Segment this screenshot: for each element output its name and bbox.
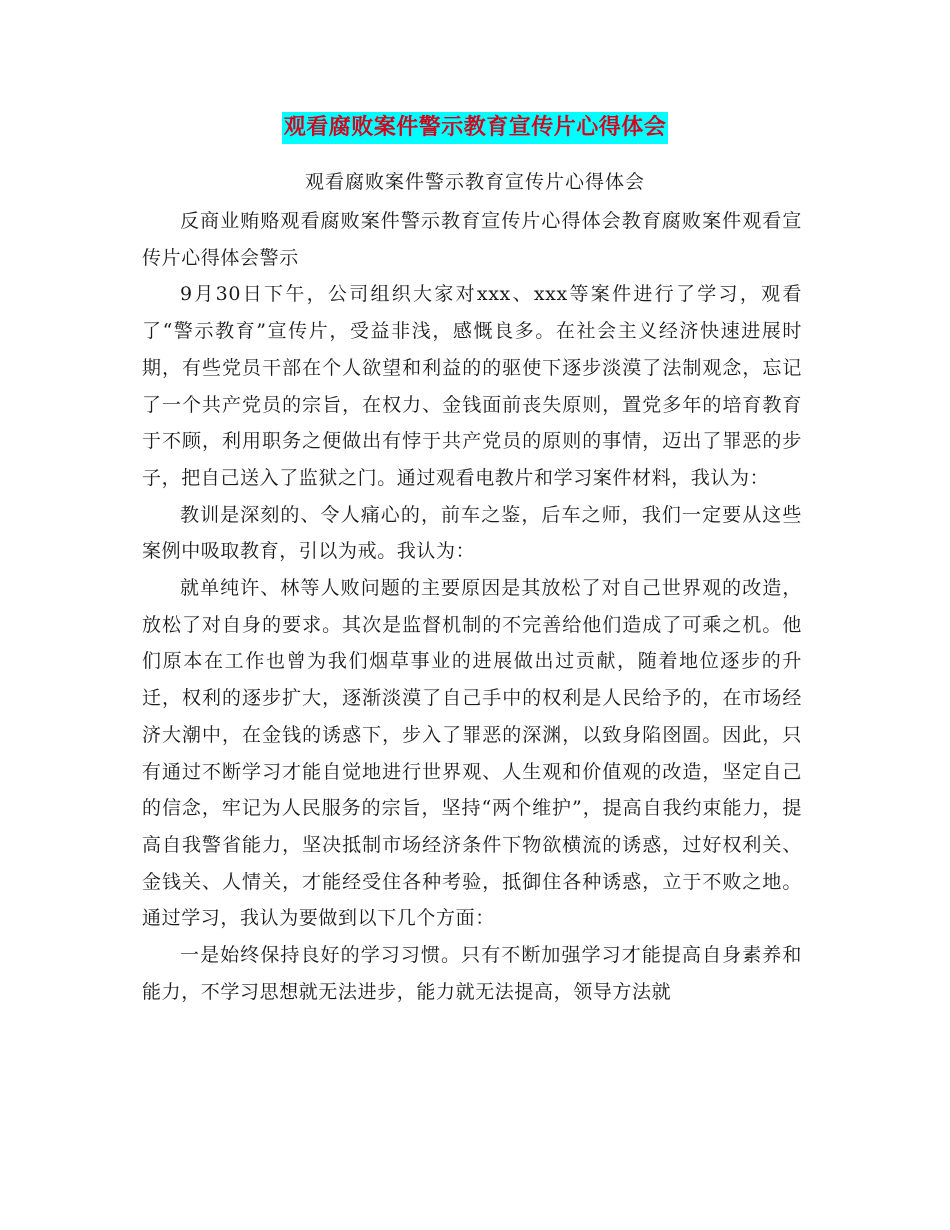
document-body <box>142 203 802 1010</box>
paragraph: 反商业贿赂观看腐败案件警示教育宣传片心得体会教育腐败案件观看宣传片心得体会警示 <box>142 210 802 269</box>
paragraph: 教训是深刻的、令人痛心的，前车之鉴，后车之师，我们一定要从这些案例中吸取教育，引以为戒。我认为： <box>142 503 802 563</box>
document-subtitle: 观看腐败案件警示教育宣传片心得体会 <box>304 171 645 193</box>
paragraph: 就单纯许、林等人败问题的主要原因是其放松了对自己世界观的改造，放松了对自身的要求。其次是监督机制的不完善给他们造成了可乘之机。他们原本在工作也曾为我们烟草事业的进展做出过贡献，随着地位逐步的升迁，权利的逐步扩大，逐渐淡漠了自己手中的权利是人民给予的，在市场经济大潮中，在金钱的诱惑下，步入了罪恶的深渊，以致身陷囹圄。因此，只有通过不断学习才能自觉地进行世界观、人生观和价值观的改造，坚定自己的信念，牢记为人民服务的宗旨，坚持“两个维护”，提高自我约束能力，提高自我警省能力，坚决抵制市场经济条件下物欲横流的诱惑，过好权利关、金钱关、人情关，才能经受住各种考验，抵御住各种诱惑，立于不败之地。通过学习，我认为要做到以下几个方面： <box>142 577 802 930</box>
paragraph: 一是始终保持良好的学习习惯。只有不断加强学习才能提高自身素养和能力，不学习思想就无法进步，能力就无法提高，领导方法就 <box>142 944 802 1003</box>
paragraph: 9月30日下午，公司组织大家对xxx、xxx等案件进行了学习，观看了“警示教育”宣传片，受益非浅，感慨良多。在社会主义经济快速进展时期，有些党员干部在个人欲望和利益的的驱使下逐步淡漠了法制观念，忘记了一个共产党员的宗旨，在权力、金钱面前丧失原则，置党多年的培育教育于不顾，利用职务之便做出有悖于共产党员的原则的事情，迈出了罪恶的步子，把自己送入了监狱之门。通过观看电教片和学习案件材料，我认为： <box>142 283 802 489</box>
document-title: 观看腐败案件警示教育宣传片心得体会 <box>282 112 669 144</box>
title-container <box>0 112 950 144</box>
